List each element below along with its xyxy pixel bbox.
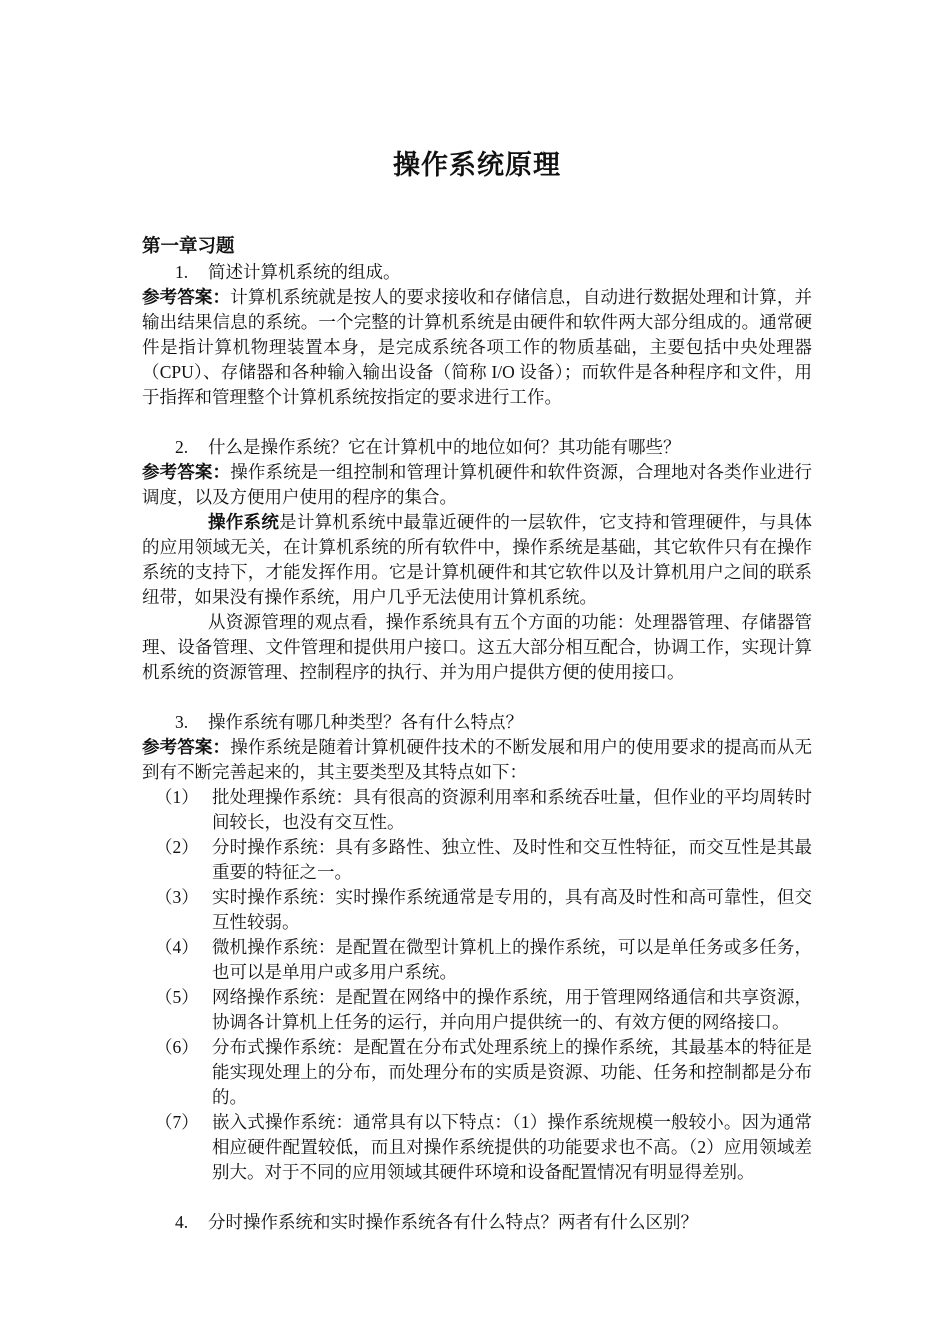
answer-1-label: 参考答案： [142,287,231,307]
question-4-text: 分时操作系统和实时操作系统各有什么特点？两者有什么区别？ [208,1212,698,1232]
os-types-list [142,785,812,1185]
question-1-text: 简述计算机系统的组成。 [208,262,401,282]
list-item-text: 嵌入式操作系统：通常具有以下特点：（1）操作系统规模一般较小。因为通常相应硬件配置较低，而且对操作系统提供的功能要求也不高。（2）应用领域差别大。对于不同的应用领域其硬件环境和设备配置情况有明显得差别。 [212,1112,812,1182]
question-4-number: 4. [175,1212,189,1232]
answer-2-paragraph-1 [142,460,812,510]
list-item-marker: （7） [155,1112,199,1132]
document-title: 操作系统原理 [393,150,561,180]
list-item-marker: （3） [155,887,199,907]
list-item [155,835,812,885]
blank-line [142,1185,812,1210]
question-2-number: 2. [175,437,189,457]
list-item-marker: （2） [155,837,199,857]
answer-2-label: 参考答案： [142,462,231,482]
list-item [155,935,812,985]
chapter-heading: 第一章习题 [142,237,235,257]
answer-3-intro [142,735,812,785]
list-item-text: 分时操作系统：具有多路性、独立性、及时性和交互性特征，而交互性是其最重要的特征之一。 [212,837,812,882]
list-item [155,885,812,935]
answer-2-paragraph-3-text: 从资源管理的观点看，操作系统具有五个方面的功能：处理器管理、存储器管理、设备管理、文件管理和提供用户接口。这五大部分相互配合，协调工作，实现计算机系统的资源管理、控制程序的执行、并为用户提供方便的使用接口。 [142,612,812,682]
list-item-text: 微机操作系统：是配置在微型计算机上的操作系统，可以是单任务或多任务，也可以是单用户或多用户系统。 [212,937,812,982]
list-item-text: 实时操作系统：实时操作系统通常是专用的，具有高及时性和高可靠性，但交互性较弱。 [212,887,812,932]
list-item-marker: （4） [155,937,199,957]
answer-1-text: 计算机系统就是按人的要求接收和存储信息，自动进行数据处理和计算，并输出结果信息的系统。一个完整的计算机系统是由硬件和软件两大部分组成的。通常硬件是指计算机物理装置本身，是完成系统各项工作的物质基础，主要包括中央处理器（CPU）、存储器和各种输入输出设备（简称 I/O 设备）；而软件是各种程序和文件，用于指挥和管理整个计算机系统按指定的要求进行工作。 [142,287,813,407]
question-1-number: 1. [175,262,189,282]
list-item [155,1035,812,1110]
question-3 [142,710,812,735]
answer-2-paragraph-2 [142,510,812,610]
question-3-number: 3. [175,712,189,732]
list-item [155,1110,812,1185]
answer-3-label: 参考答案： [142,737,231,757]
list-item-marker: （1） [155,787,199,807]
list-item [155,785,812,835]
list-item [155,985,812,1035]
blank-line [142,410,812,435]
question-2 [142,435,812,460]
answer-2-paragraph-1-text: 操作系统是一组控制和管理计算机硬件和软件资源，合理地对各类作业进行调度，以及方便用户使用的程序的集合。 [142,462,813,507]
answer-3-intro-text: 操作系统是随着计算机硬件技术的不断发展和用户的使用要求的提高而从无到有不断完善起来的，其主要类型及其特点如下： [142,737,813,782]
question-4 [142,1210,812,1235]
blank-line [142,685,812,710]
answer-2-paragraph-3 [142,610,812,685]
list-item-text: 分布式操作系统：是配置在分布式处理系统上的操作系统，其最基本的特征是能实现处理上的分布，而处理分布的实质是资源、功能、任务和控制都是分布的。 [212,1037,812,1107]
answer-2-paragraph-2-lead: 操作系统 [208,512,280,532]
answer-2-paragraph-2-text: 是计算机系统中最靠近硬件的一层软件，它支持和管理硬件，与具体的应用领域无关，在计算机系统的所有软件中，操作系统是基础，其它软件只有在操作系统的支持下，才能发挥作用。它是计算机硬件和其它软件以及计算机用户之间的联系纽带，如果没有操作系统，用户几乎无法使用计算机系统。 [142,512,813,607]
question-3-text: 操作系统有哪几种类型？各有什么特点？ [208,712,523,732]
list-item-text: 批处理操作系统：具有很高的资源利用率和系统吞吐量，但作业的平均周转时间较长，也没有交互性。 [212,787,812,832]
question-1 [142,260,812,285]
list-item-marker: （5） [155,987,199,1007]
question-2-text: 什么是操作系统？它在计算机中的地位如何？其功能有哪些？ [208,437,681,457]
list-item-marker: （6） [155,1037,199,1057]
list-item-text: 网络操作系统：是配置在网络中的操作系统，用于管理网络通信和共享资源，协调各计算机上任务的运行，并向用户提供统一的、有效方便的网络接口。 [212,987,812,1032]
answer-1 [142,285,812,410]
